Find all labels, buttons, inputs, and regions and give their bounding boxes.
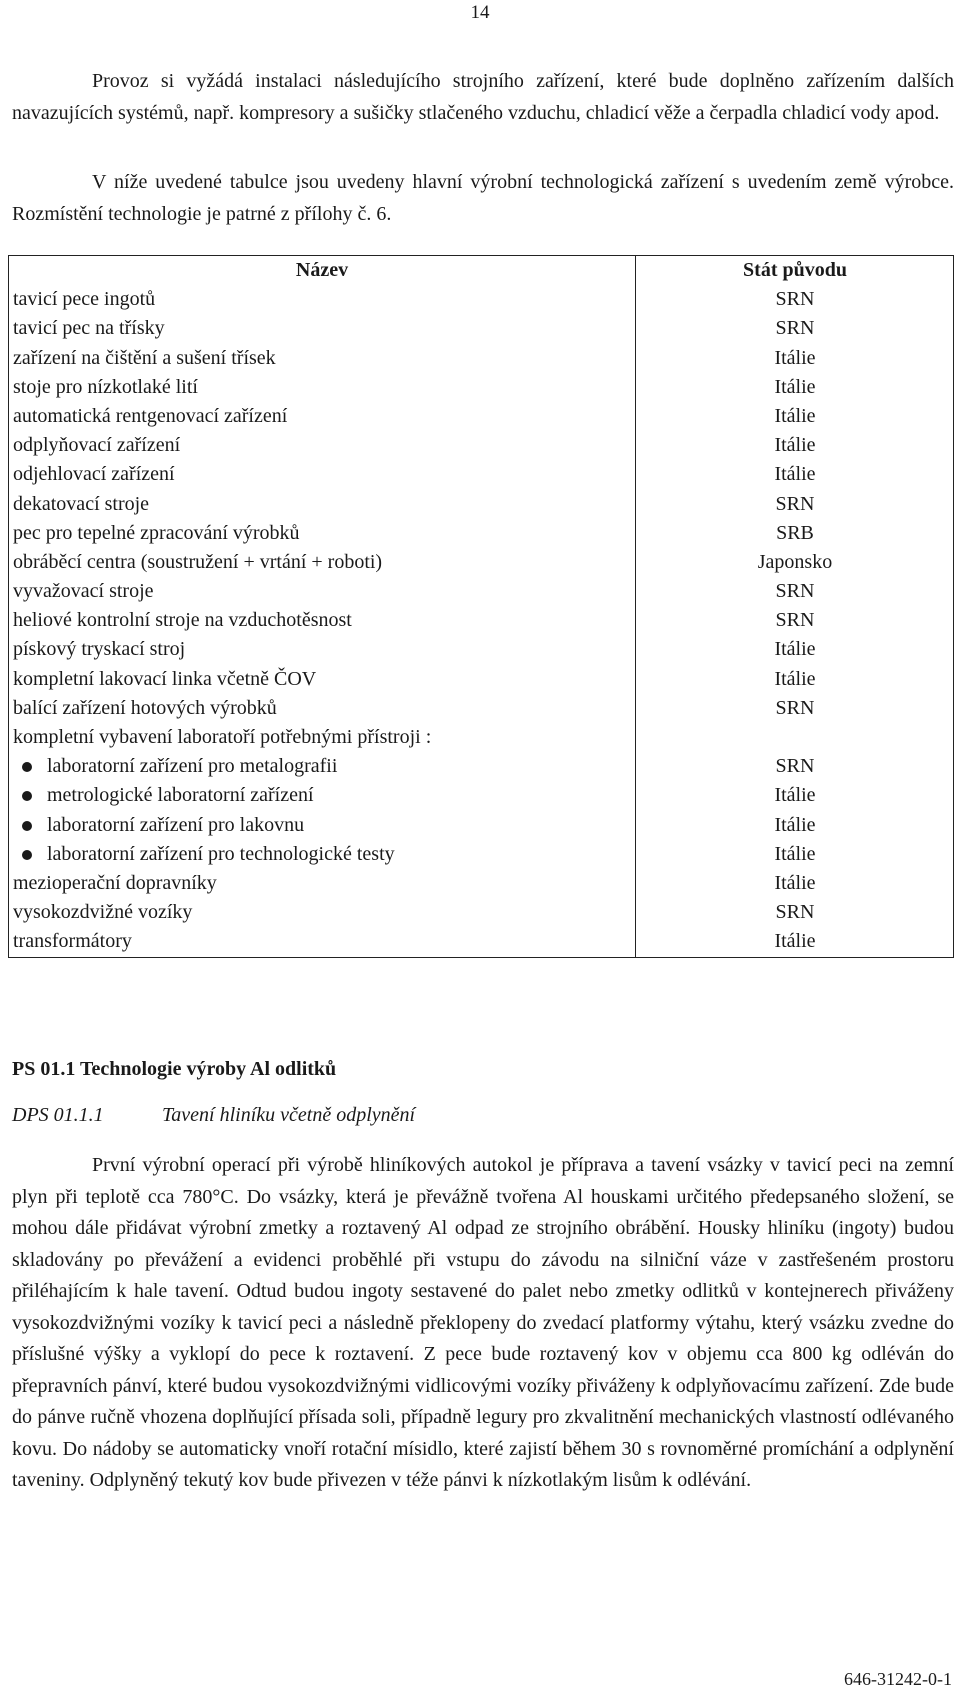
table-row (9, 869, 953, 898)
intro-paragraph-text: Provoz si vyžádá instalaci následujícího strojního zařízení, které bude doplněno zařízením dalších navazujících systémů, např. kompresory a sušičky stlačeného vzduchu, chladicí věže a čerpadla chladicí vody apod. (12, 70, 954, 124)
bullet-icon (22, 762, 32, 772)
equipment-name: kompletní vybavení laboratoří potřebnými přístroji : (13, 726, 432, 748)
table-row (9, 752, 953, 781)
table-row (9, 314, 953, 343)
bullet-icon (22, 791, 32, 801)
table-row (9, 635, 953, 664)
body-paragraph (12, 1150, 954, 1497)
country-of-origin: Itálie (774, 463, 816, 486)
equipment-name-text: metrologické laboratorní zařízení (47, 784, 314, 807)
subsection-number: DPS 01.1.1 (12, 1104, 104, 1126)
table-row (9, 344, 953, 373)
country-of-origin: SRN (775, 696, 815, 719)
country-of-origin: Itálie (774, 638, 816, 661)
country-of-origin: Itálie (774, 813, 816, 836)
country-of-origin: Itálie (774, 930, 816, 953)
header-origin: Stát původu (743, 259, 847, 281)
table-row (9, 460, 953, 489)
equipment-name: vyvažovací stroje (13, 580, 154, 603)
equipment-name: stoje pro nízkotlaké lití (13, 375, 198, 398)
country-of-origin: SRN (775, 609, 815, 632)
table-row (9, 606, 953, 635)
equipment-name: odjehlovací zařízení (13, 463, 175, 486)
country-of-origin: Itálie (774, 667, 816, 690)
header-name: Název (295, 259, 349, 281)
table-row (9, 723, 953, 752)
table-row (9, 431, 953, 460)
table-row (9, 373, 953, 402)
country-of-origin: Itálie (774, 871, 816, 894)
table-row (9, 577, 953, 606)
bullet-icon (22, 850, 32, 860)
table-row (9, 840, 953, 869)
table-row (9, 665, 953, 694)
country-of-origin: SRN (775, 317, 815, 340)
table-row (9, 490, 953, 519)
country-of-origin: Itálie (774, 842, 816, 865)
equipment-name: obráběcí centra (soustružení + vrtání + roboti) (13, 550, 383, 573)
equipment-name: zařízení na čištění a sušení třísek (13, 346, 276, 369)
country-of-origin: SRN (775, 580, 815, 603)
equipment-name: kompletní lakovací linka včetně ČOV (13, 667, 317, 690)
equipment-name: pískový tryskací stroj (13, 638, 186, 661)
body-paragraph-text: První výrobní operací při výrobě hliníkových autokol je příprava a tavení vsázky v tavicí peci na zemní plyn při teplotě cca 780°C. Do vsázky, která je převážně tvořena Al houskami určitého předepsaného složení, se mohou dále přidávat výrobní zmetky a roztavený Al odpad ze strojního obrábění. Housky hliníku (ingoty) budou skladovány po převážení a evidenci proběhlé při vstupu do závodu na silniční váze v zastřešeném prostoru přiléhajícím k hale tavení. Odtud budou ingoty sestavené do palet nebo zmetky odlitků v kontejnerech přiváženy vysokozdvižnými vozíky k tavicí peci a následně překlopeny do zvedací platformy výtahu, který vsázku zvedne do příslušné výšky a vyklopí do pece k roztavení. Z pece bude roztavený kov v objemu cca 800 kg odléván do přepravních pánví, které budou vysokozdvižnými vidlicovými vozíky přiváženy k odplyňovacímu zařízení. Zde bude do pánve ručně vhozena doplňující přísada soli, případně legury pro zkvalitnění mechanických vlastností odlévaného kovu. Do nádoby se automaticky vnoří rotační mísidlo, které zajistí během 30 s rovnoměrné promíchání a odplynění taveniny. Odplyněný tekutý kov bude přivezen v téže pánvi k nízkotlakým lisům k odlévání. (12, 1154, 954, 1491)
equipment-table (8, 255, 954, 958)
equipment-name: automatická rentgenovací zařízení (13, 404, 288, 427)
equipment-name: transformátory (13, 930, 132, 953)
table-header-row (9, 256, 953, 285)
table-row (9, 811, 953, 840)
section-title: PS 01.1 Technologie výroby Al odlitků (12, 1058, 337, 1080)
table-intro-paragraph (12, 167, 954, 230)
equipment-name: mezioperační dopravníky (13, 871, 217, 894)
equipment-name: tavicí pece ingotů (13, 288, 156, 311)
equipment-name: balící zařízení hotových výrobků (13, 696, 277, 719)
intro-paragraph (12, 66, 954, 129)
equipment-name: heliové kontrolní stroje na vzduchotěsnost (13, 609, 352, 632)
country-of-origin: SRN (775, 288, 815, 311)
country-of-origin: Itálie (774, 434, 816, 457)
equipment-name: odplyňovací zařízení (13, 434, 181, 457)
country-of-origin: Itálie (774, 375, 816, 398)
table-intro-text: V níže uvedené tabulce jsou uvedeny hlavní výrobní technologická zařízení s uvedením země výrobce. Rozmístění technologie je patrné z přílohy č. 6. (12, 171, 954, 225)
table-row (9, 898, 953, 927)
country-of-origin: SRN (775, 901, 815, 924)
country-of-origin: Itálie (774, 346, 816, 369)
equipment-name-text: laboratorní zařízení pro metalografii (47, 755, 338, 778)
country-of-origin: SRN (775, 492, 815, 515)
table-row (9, 519, 953, 548)
country-of-origin: SRN (775, 755, 815, 778)
country-of-origin: Itálie (774, 404, 816, 427)
table-row (9, 548, 953, 577)
equipment-name: vysokozdvižné vozíky (13, 901, 193, 924)
table-row (9, 927, 953, 956)
country-of-origin: Japonsko (757, 550, 833, 573)
country-of-origin: Itálie (774, 784, 816, 807)
country-of-origin: SRB (776, 521, 814, 544)
table-row (9, 694, 953, 723)
equipment-name: tavicí pec na třísky (13, 317, 165, 340)
subsection-heading (12, 1104, 415, 1127)
document-number: 646-31242-0-1 (844, 1669, 952, 1689)
page-number: 14 (470, 2, 490, 23)
table-row (9, 402, 953, 431)
table-row (9, 285, 953, 314)
subsection-title: Tavení hliníku včetně odplynění (162, 1104, 416, 1126)
equipment-name: pec pro tepelné zpracování výrobků (13, 521, 300, 544)
equipment-name-text: laboratorní zařízení pro lakovnu (47, 813, 305, 836)
equipment-name: dekatovací stroje (13, 492, 150, 515)
equipment-name-text: laboratorní zařízení pro technologické testy (47, 842, 395, 865)
bullet-icon (22, 821, 32, 831)
table-row (9, 781, 953, 810)
